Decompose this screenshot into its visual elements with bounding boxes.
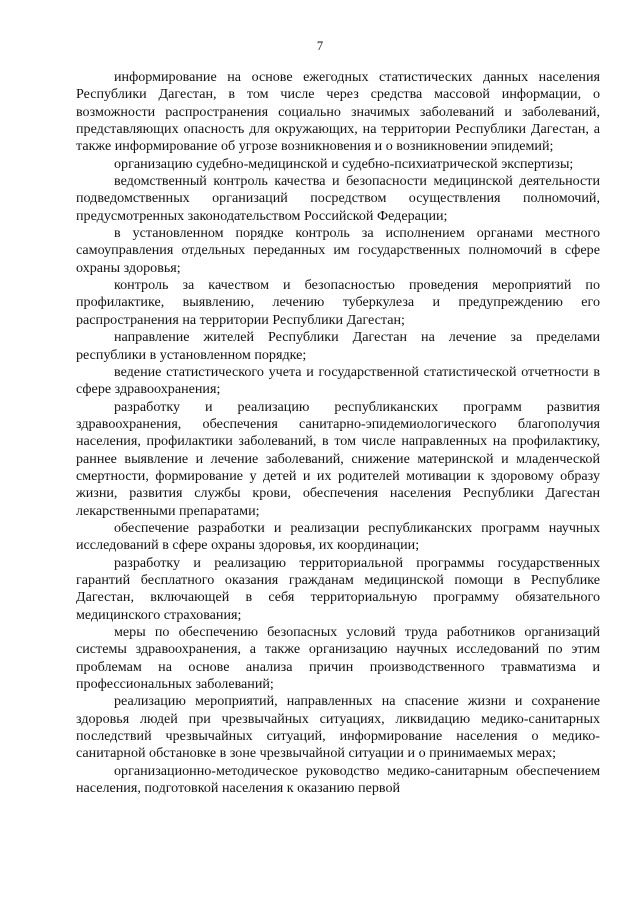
document-body <box>76 69 600 797</box>
paragraph-departmental-control: ведомственный контроль качества и безопасности медицинской деятельности подведомственных организаций посредством осуществления полномочий, предусмотренных законодательством Российской Федерации; <box>76 173 600 224</box>
paragraph-methodological-guidance: организационно-методическое руководство медико-санитарным обеспечением населения, подготовкой населения к оказанию первой <box>76 762 600 797</box>
paragraph-treatment-referral: направление жителей Республики Дагестан на лечение за пределами республики в установленном порядке; <box>76 329 600 363</box>
paragraph-labor-safety: меры по обеспечению безопасных условий труда работников организаций системы здравоохранения, а также организацию научных исследований по этим проблемам на основе анализа причин производственного травматизма и профессиональных заболеваний; <box>76 624 600 693</box>
paragraph-emergency-measures: реализацию мероприятий, направленных на спасение жизни и сохранение здоровья людей при чрезвычайных ситуациях, ликвидацию медико-санитарных последствий чрезвычайных ситуаций, информирование населения о медико-санитарной обстановке в зоне чрезвычайной ситуации и о принимаемых мерах; <box>76 693 600 762</box>
paragraph-local-government-control: в установленном порядке контроль за исполнением органами местного самоуправления отдельных переданных им государственных полномочий в сфере охраны здоровья; <box>76 225 600 276</box>
paragraph-statistical-accounting: ведение статистического учета и государственной статистической отчетности в сфере здравоохранения; <box>76 363 600 398</box>
paragraph-informing-population: информирование на основе ежегодных статистических данных населения Республики Дагестан, в том числе через средства массовой информации, о возможности распространения социально значимых заболеваний и заболеваний, представляющих опасность для окружающих, на территории Республики Дагестан, а также информирование об угрозе возникновения и о возникновении эпидемий; <box>76 69 600 155</box>
paragraph-republican-programs: разработку и реализацию республиканских программ развития здравоохранения, обеспечения санитарно-эпидемиологического благополучия населения, профилактики заболеваний, в том числе направленных на профилактику, раннее выявление и лечение заболеваний, снижение материнской и младенческой смертности, формирование у детей и их родителей мотивации к здоровому образу жизни, развития службы крови, обеспечения населения Республики Дагестан лекарственными препаратами; <box>76 398 600 519</box>
paragraph-research-programs: обеспечение разработки и реализации республиканских программ научных исследований в сфере охраны здоровья, их координации; <box>76 519 600 554</box>
paragraph-state-guarantees-program: разработку и реализацию территориальной программы государственных гарантий бесплатного оказания гражданам медицинской помощи в Республике Дагестан, включающей в себя территориальную программу обязательного медицинского страхования; <box>76 554 600 623</box>
paragraph-forensic-expertise: организацию судебно-медицинской и судебно-психиатрической экспертизы; <box>114 155 574 172</box>
page-number: 7 <box>316 39 324 53</box>
paragraph-tuberculosis-control: контроль за качеством и безопасностью проведения мероприятий по профилактике, выявлению, лечению туберкулеза и предупреждению его распространения на территории Республики Дагестан; <box>76 277 600 328</box>
